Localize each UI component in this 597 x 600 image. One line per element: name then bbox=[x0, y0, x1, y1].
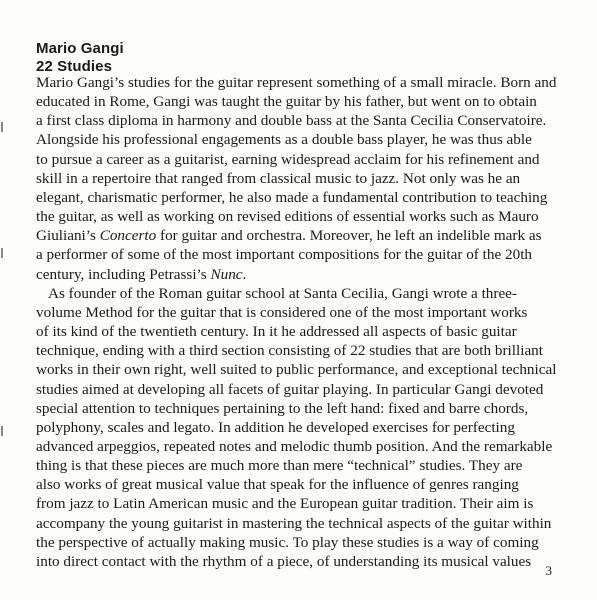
composer-name: Mario Gangi bbox=[36, 40, 124, 57]
text-run: also works of great musical value that speak for the influence of genres ranging bbox=[36, 476, 519, 494]
text-line bbox=[36, 226, 566, 245]
text-run: studies aimed at developing all facets of guitar playing. In particular Gangi devoted bbox=[36, 380, 544, 398]
text-line bbox=[36, 322, 566, 341]
paragraph bbox=[36, 284, 566, 571]
text-run: Mario Gangi’s studies for the guitar represent something of a small miracle. Born and bbox=[36, 74, 557, 91]
text-line bbox=[36, 514, 566, 533]
text-line bbox=[36, 303, 566, 322]
text-line bbox=[36, 265, 566, 284]
paragraph bbox=[36, 73, 566, 284]
text-line bbox=[36, 188, 566, 207]
text-line bbox=[36, 130, 566, 149]
text-line bbox=[36, 475, 566, 494]
text-run: Alongside his professional engagements as a double bass player, he was thus able bbox=[36, 131, 532, 149]
text-run: to pursue a career as a guitarist, earning widespread acclaim for his refinement and bbox=[36, 150, 540, 168]
text-run: thing is that these pieces are much more than mere “technical” studies. They are bbox=[36, 457, 523, 475]
page-edge-mark bbox=[1, 248, 3, 258]
text-line bbox=[36, 360, 566, 379]
text-line bbox=[36, 284, 566, 303]
text-line bbox=[36, 169, 566, 188]
text-run: technique, ending with a third section consisting of 22 studies that are both brilliant bbox=[36, 342, 543, 360]
text-line bbox=[36, 494, 566, 513]
text-run: into direct contact with the rhythm of a piece, of understanding its musical values bbox=[36, 552, 532, 570]
text-run: century, including Petrassi’s bbox=[36, 265, 211, 283]
text-run: the guitar, as well as working on revised editions of essential works such as Mauro bbox=[36, 208, 539, 226]
text-run: a performer of some of the most important compositions for the guitar of the 20th bbox=[36, 246, 533, 264]
text-run: . bbox=[242, 265, 247, 283]
text-run: Giuliani’s bbox=[36, 227, 100, 245]
text-line bbox=[36, 380, 566, 399]
text-run: educated in Rome, Gangi was taught the guitar by his father, but went on to obtain bbox=[36, 93, 537, 111]
text-line bbox=[36, 437, 566, 456]
page-edge-mark bbox=[1, 122, 3, 132]
text-line bbox=[36, 150, 566, 169]
text-run: from jazz to Latin American music and the European guitar tradition. Their aim is bbox=[36, 495, 534, 513]
text-line bbox=[36, 552, 566, 571]
text-line bbox=[36, 418, 566, 437]
work-title: 22 Studies bbox=[36, 58, 113, 75]
text-run: elegant, charismatic performer, he also made a fundamental contribution to teaching bbox=[36, 188, 548, 206]
work-title-italic: Concerto bbox=[99, 227, 157, 245]
page-heading bbox=[36, 40, 124, 76]
text-run: polyphony, scales and legato. In addition he developed exercises for perfecting bbox=[36, 418, 515, 436]
text-run: the perspective of actually making music. To play these studies is a way of coming bbox=[36, 533, 539, 551]
text-run: accompany the young guitarist in mastering the technical aspects of the guitar within bbox=[36, 514, 552, 532]
text-run: for guitar and orchestra. Moreover, he left an indelible mark as bbox=[156, 227, 542, 245]
text-line bbox=[36, 92, 566, 111]
text-run: skill in a repertoire that ranged from classical music to jazz. Not only was he an bbox=[36, 169, 521, 187]
text-run: a first class diploma in harmony and double bass at the Santa Cecilia Conservatoire. bbox=[36, 112, 547, 130]
body-text bbox=[36, 73, 566, 571]
page-edge-mark bbox=[1, 426, 3, 436]
text-run: As founder of the Roman guitar school at Santa Cecilia, Gangi wrote a three- bbox=[48, 284, 517, 302]
text-run: advanced arpeggios, repeated notes and melodic thumb position. And the remarkable bbox=[36, 437, 553, 455]
text-line bbox=[36, 341, 566, 360]
page-number: 3 bbox=[545, 563, 552, 578]
text-run: of its kind of the twentieth century. In it he addressed all aspects of basic guitar bbox=[36, 323, 517, 341]
text-line bbox=[36, 207, 566, 226]
text-line bbox=[36, 456, 566, 475]
text-run: volume Method for the guitar that is considered one of the most important works bbox=[36, 303, 528, 321]
text-line bbox=[36, 111, 566, 130]
work-title-italic: Nunc bbox=[210, 265, 243, 283]
text-line bbox=[36, 245, 566, 264]
text-line bbox=[36, 533, 566, 552]
text-run: special attention to techniques pertaining to the left hand: fixed and barre chords, bbox=[36, 399, 529, 417]
text-line bbox=[36, 399, 566, 418]
text-line bbox=[36, 73, 566, 92]
text-run: works in their own right, well suited to public performance, and exceptional technical bbox=[36, 361, 557, 379]
